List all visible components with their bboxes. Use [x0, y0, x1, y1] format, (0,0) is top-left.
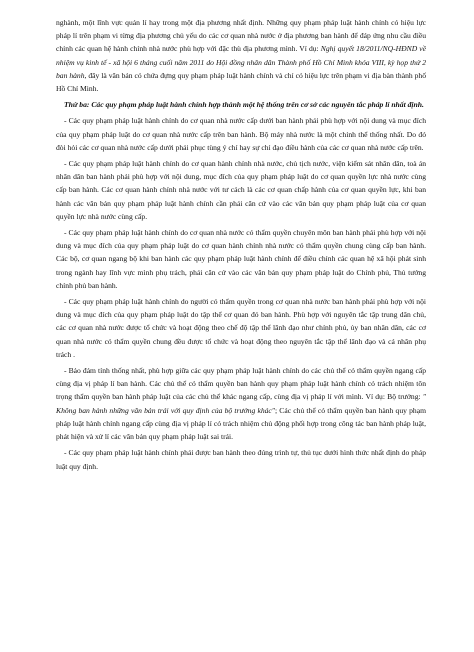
text-run: - Bảo đảm tính thống nhất, phù hợp giữa các quy phạm pháp luật hành chính do các chủ thể có thẩm quyền ngang cấp cùng địa vị pháp lí ban hành. Các chủ thể có thẩm quyền ban hành quy phạm pháp luật hành chính có trách nhiệm tôn trọng thẩm quyền ban hành pháp luật của các chủ thể khác ngang cấp, cùng địa vị pháp lí với mình. Ví dụ: Bộ trưởng: [56, 366, 426, 402]
paragraph-3 [56, 114, 426, 154]
text-run: - Các quy phạm pháp luật hành chính phải được ban hành theo đúng trình tự, thủ tục dưới hình thức nhất định do pháp luật quy định. [56, 448, 426, 471]
text-run-italic: " Không ban hành những văn bản trái với quy định của bộ trưởng khác" [56, 392, 426, 415]
paragraph-1 [56, 16, 426, 95]
text-run: , đây là văn bản có chứa đựng quy phạm pháp luật hành chính và chỉ có hiệu lực trên phạm vi địa bàn thành phố Hồ Chí Minh. [56, 70, 426, 94]
paragraph-7 [56, 364, 426, 443]
text-run: ; Các chủ thể có thẩm quyền ban hành quy phạm pháp luật hành chính ngang cấp cùng địa vị pháp lí có trách nhiệm chủ động phối hợp trong công tác ban hành pháp luật, phát hiện và xử lí các văn bản quy phạm pháp luật sai trái. [56, 405, 426, 442]
text-run: - Các quy phạm pháp luật hành chính do cơ quan nhà nước có thẩm quyền chuyên môn ban hành phải phù hợp với nội dung và mục đích của quy phạm pháp luật do cơ quan hành chính nhà nước có thẩm quyền chung cùng cấp ban hành. Các bộ, cơ quan ngang bộ khi ban hành các quy phạm pháp luật hành chính để điều chỉnh các quan hệ xã hội phát sinh trong ngành hay lĩnh vực mình phụ trách, phải căn cứ vào các văn bản quy phạm pháp luật do Chính phủ, Thủ tướng chính phủ ban hành. [56, 228, 426, 290]
text-run: nghành, một lĩnh vực quản lí hay trong một địa phương nhất định. Những quy phạm pháp luật hành chính có hiệu lực pháp lí trên phạm vi từng địa phương chủ yếu do các cơ quan nhà nước ở địa phương ban hành để đáp ứng nhu cầu điều chỉnh các quan hệ hành chính nhà nước phù hợp với đặc thù địa phương mình. Ví dụ: [56, 18, 426, 54]
text-run-italic: Nghị quyết 18/2011/NQ-HĐND về nhiệm vụ kinh tế - xã hội 6 tháng cuối năm 2011 do Hội đồng nhân dân Thành phố Hồ Chí Minh khóa VIII, kỳ họp thứ 2 ban hành [56, 44, 427, 80]
heading-text: : Các quy phạm pháp luật hành chính hợp thành một hệ thống trên cơ sở các nguyên tắc pháp lí nhất định. [86, 100, 424, 110]
paragraph-4 [56, 157, 426, 223]
paragraph-5 [56, 226, 426, 292]
text-run: - Các quy phạm pháp luật hành chính do người có thẩm quyền trong cơ quan nhà nước ban hành phải phù hợp với nội dung và mục đích của quy phạm pháp luật do tập thể cơ quan đó ban hành. Phù hợp với nguyên tắc tập trung dân chủ, các cơ quan nhà nước được tổ chức và hoạt động theo chế độ tập thể lãnh đạo như chính phủ, ủy ban nhân dân, các cơ quan nhà nước có thẩm quyền chung đều được tổ chức và hoạt động theo nguyên tắc tập thể lãnh đạo và cá nhân phụ trách . [56, 297, 426, 359]
text-run: - Các quy phạm pháp luật hành chính do cơ quan hành chính nhà nước, chủ tịch nước, viện kiểm sát nhân dân, toà án nhân dân ban hành phải phù hợp với nội dung, mục đích của quy phạm pháp luật do cơ quan quyền lực nhà nước cùng cấp ban hành. Các cơ quan hành chính nhà nước với tư cách là các cơ quan chấp hành của cơ quan quyền lực, khi ban hành các văn bản quy phạm pháp luật hành chính cần phải căn cứ vào các văn bản quy phạm pháp luật của cơ quan quyền lực nhà nước cùng cấp. [56, 159, 426, 221]
paragraph-heading-thu-ba [56, 98, 426, 111]
paragraph-8 [56, 446, 426, 472]
paragraph-6 [56, 295, 426, 361]
text-run: - Các quy phạm pháp luật hành chính do cơ quan nhà nước cấp dưới ban hành phải phù hợp với nội dung và mục đích của quy phạm pháp luật do cơ quan nhà nước cấp trên ban hành. Bộ máy nhà nước là một chỉnh thể thống nhất. Do đó đòi hỏi các cơ quan nhà nước cấp dưới phải phục tùng ý chí hay sự chỉ đạo điều hành của các cơ quan nhà nước cấp trên. [56, 116, 426, 152]
heading-label: Thứ ba [64, 100, 87, 110]
